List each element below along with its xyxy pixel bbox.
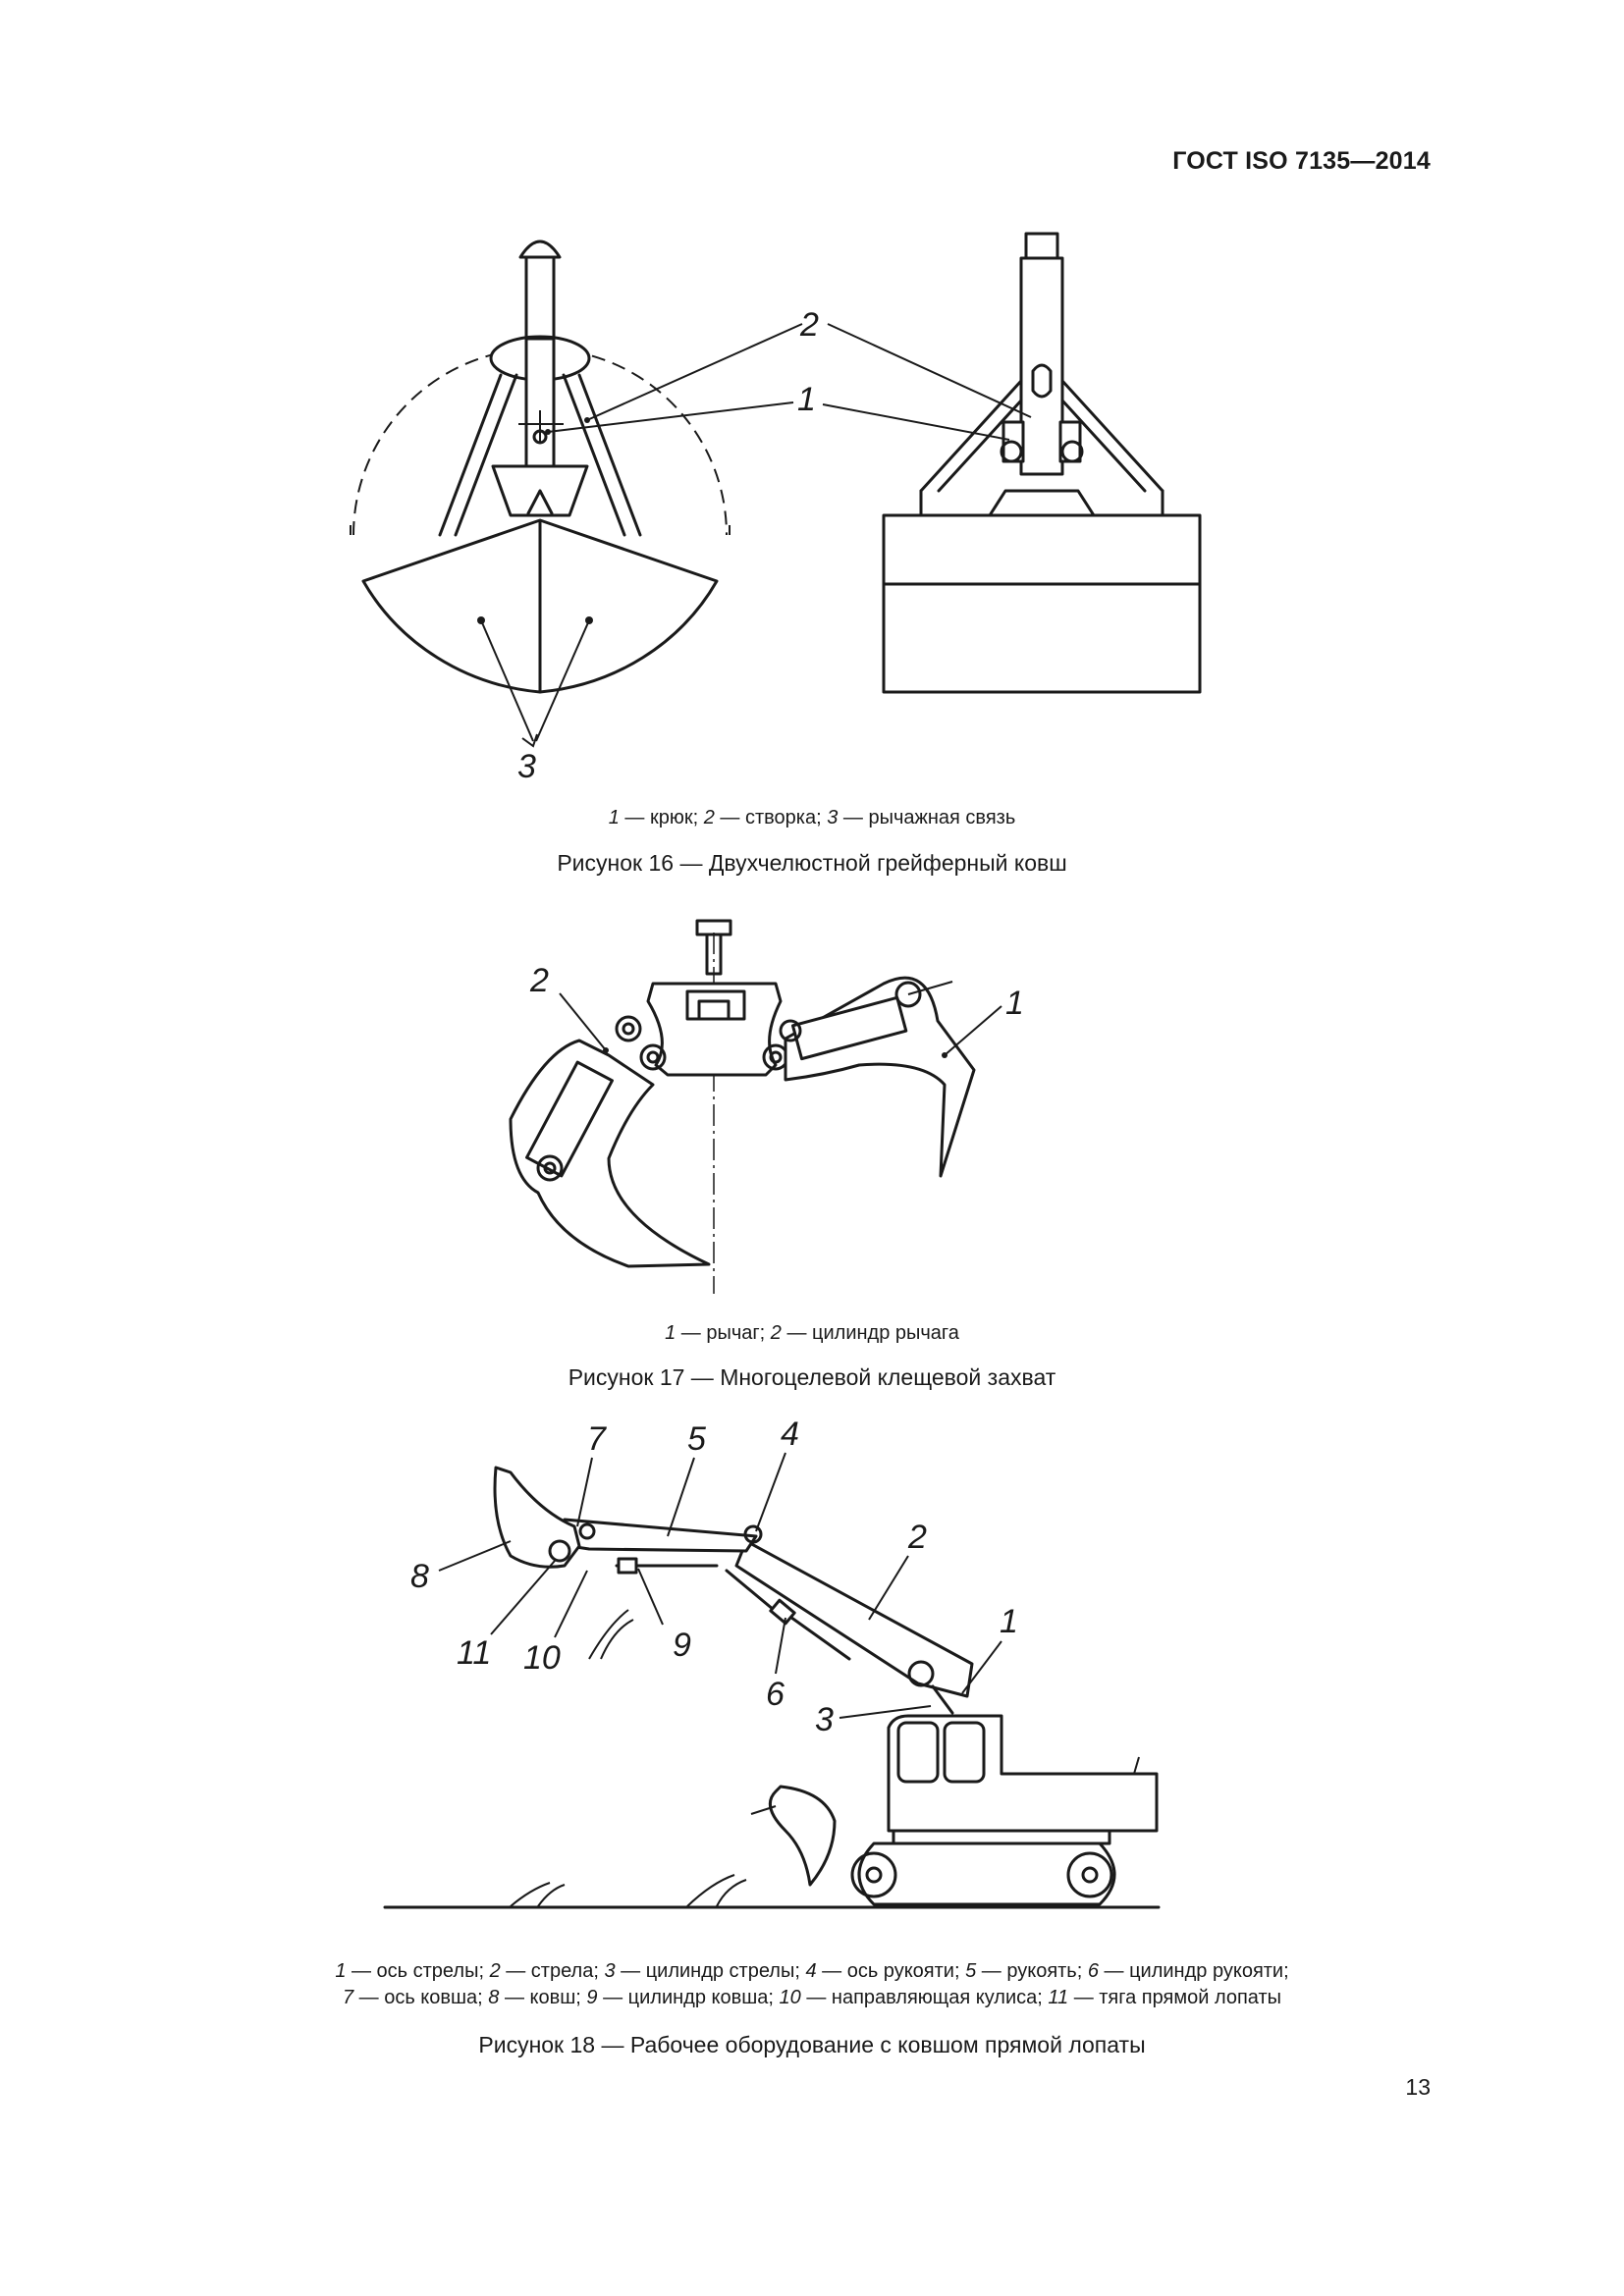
fig16-label-3: 3 — [517, 748, 536, 785]
fig16-label-1: 1 — [797, 381, 816, 418]
fig18-label-2: 2 — [908, 1519, 927, 1556]
open-grab-bucket — [351, 241, 730, 746]
figure-18-legend-line-1: 1 — ось стрелы; 2 — стрела; 3 — цилиндр стрелы; 4 — ось рукояти; 5 — рукоять; 6 — цилиндр рукояти; — [335, 1960, 1289, 1982]
fig18-label-5: 5 — [687, 1420, 706, 1458]
figure-16-legend: 1 — крюк; 2 — створка; 3 — рычажная связь — [608, 807, 1016, 828]
figure-17-legend: 1 — рычаг; 2 — цилиндр рычага — [665, 1322, 959, 1344]
fig18-label-1: 1 — [1000, 1603, 1018, 1640]
figure-16-caption: Рисунок 16 — Двухчелюстной грейферный ковш — [557, 850, 1067, 876]
figure-18-legend — [0, 1960, 1624, 2009]
figure-18-drawing — [0, 1409, 1624, 1924]
fig18-label-11: 11 — [457, 1634, 492, 1672]
fig18-label-9: 9 — [673, 1627, 691, 1664]
fig18-label-10: 10 — [523, 1639, 561, 1677]
fig18-label-4: 4 — [781, 1415, 799, 1453]
fig17-label-2: 2 — [530, 962, 549, 999]
figure-18-legend-line-2: 7 — ось ковша; 8 — ковш; 9 — цилиндр ковша; 10 — направляющая кулиса; 11 — тяга прямой лопаты — [342, 1987, 1282, 2008]
fig17-label-1: 1 — [1005, 985, 1024, 1022]
fig18-label-8: 8 — [410, 1558, 429, 1595]
document-standard-header: ГОСТ ISO 7135—2014 — [1172, 147, 1431, 175]
figure-17-caption: Рисунок 17 — Многоцелевой клещевой захват — [568, 1364, 1056, 1390]
fig18-label-7: 7 — [587, 1420, 606, 1458]
closed-grab-bucket — [884, 234, 1200, 692]
fig16-label-2: 2 — [800, 306, 819, 344]
figure-16-drawing — [0, 216, 1624, 795]
fig18-label-3: 3 — [815, 1701, 834, 1738]
figure-17-drawing — [0, 908, 1624, 1301]
page-number: 13 — [1405, 2074, 1431, 2100]
figure-18-caption: Рисунок 18 — Рабочее оборудование с ковшом прямой лопаты — [478, 2032, 1146, 2057]
fig18-label-6: 6 — [766, 1676, 785, 1713]
